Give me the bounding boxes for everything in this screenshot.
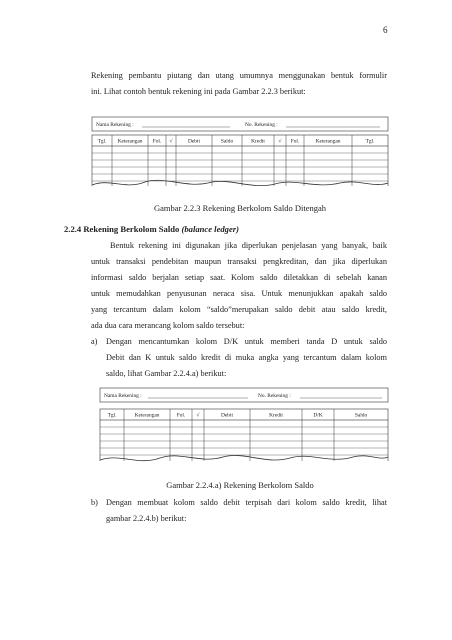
body-line-2: untuk transaksi pendebitan maupun transaksi pengkreditan, dan jika diperlukan	[91, 257, 387, 266]
column-header: Debit	[188, 138, 200, 145]
section-title: Rekening Berkolom Saldo	[83, 224, 180, 234]
column-header: Fol.	[176, 412, 186, 419]
column-header: Fol.	[290, 138, 300, 145]
column-header: Kredit	[251, 138, 265, 145]
intro-line-1: Rekening pembantu piutang dan utang umumnya menggunakan bentuk formulir	[91, 71, 387, 80]
column-header: Kredit	[269, 412, 283, 419]
section-heading	[64, 224, 239, 234]
torn-edge-2	[100, 455, 388, 460]
item-a-line-1: Dengan mencantumkan kolom D/K untuk memberi tanda D untuk saldo	[106, 337, 387, 346]
column-header: √	[278, 138, 282, 145]
figure-2-number-label: No. Rekening :	[258, 393, 291, 399]
item-a-line-2: Debit dan K untuk saldo kredit di muka angka yang tercantum dalam kolom	[106, 353, 387, 362]
column-header: √	[169, 138, 173, 145]
item-b-line-2: gambar 2.2.4.b) berikut:	[106, 514, 187, 523]
item-a-line-3: saldo, lihat Gambar 2.2.4.a) berikut:	[106, 369, 227, 378]
ledger-figure-2	[98, 385, 390, 473]
page-number: 6	[383, 25, 388, 35]
figure-2-column-headers	[108, 412, 368, 419]
item-a-marker: a)	[91, 337, 98, 346]
column-header: Debit	[221, 412, 233, 419]
body-line-1: Bentuk rekening ini digunakan jika diperlukan penjelasan yang banyak, baik	[110, 241, 387, 250]
column-header: Saldo	[354, 412, 368, 419]
figure-1-caption: Gambar 2.2.3 Rekening Berkolom Saldo Ditengah	[153, 203, 327, 213]
column-header: Fol.	[152, 138, 162, 145]
body-line-3: informasi saldo berjalan setiap saat. Kolom saldo diletakkan di sebelah kanan	[91, 273, 387, 282]
column-header: Tgl.	[107, 412, 117, 419]
ledger-figure-1	[90, 114, 390, 198]
column-header: Tgl.	[97, 138, 107, 145]
figure-1-number-label: No. Rekening :	[245, 122, 278, 128]
column-header: D/K	[313, 412, 323, 419]
column-header: Keterangan	[117, 138, 143, 145]
column-header: Saldo	[220, 138, 234, 145]
item-b-marker: b)	[91, 498, 98, 507]
figure-2-name-label: Nama Rekening :	[104, 393, 142, 399]
figure-1-column-headers	[98, 138, 375, 145]
section-number: 2.2.4	[64, 224, 82, 234]
body-line-4: untuk memudahkan penyusunan neraca sisa. Untuk menunjukkan apakah saldo	[91, 289, 387, 298]
body-line-5: yang tercantum dalam kolom “saldo”merupakan saldo debit atau saldo kredit,	[91, 305, 387, 314]
section-subtitle: (balance ledger)	[181, 224, 239, 234]
intro-line-2: ini. Lihat contoh bentuk rekening ini pada Gambar 2.2.3 berikut:	[91, 87, 306, 96]
column-header: √	[196, 412, 200, 419]
item-b-line-1: Dengan membuat kolom saldo debit terpisah dari kolom saldo kredit, lihat	[106, 498, 387, 507]
column-header: Keterangan	[134, 412, 160, 419]
column-header: Keterangan	[315, 138, 341, 145]
figure-2-caption: Gambar 2.2.4.a) Rekening Berkolom Saldo	[166, 480, 314, 490]
body-line-6: ada dua cara merancang kolom saldo tersebut:	[91, 321, 245, 330]
figure-1-name-label: Nama Rekening :	[96, 122, 134, 128]
column-header: Tgl.	[365, 138, 375, 145]
